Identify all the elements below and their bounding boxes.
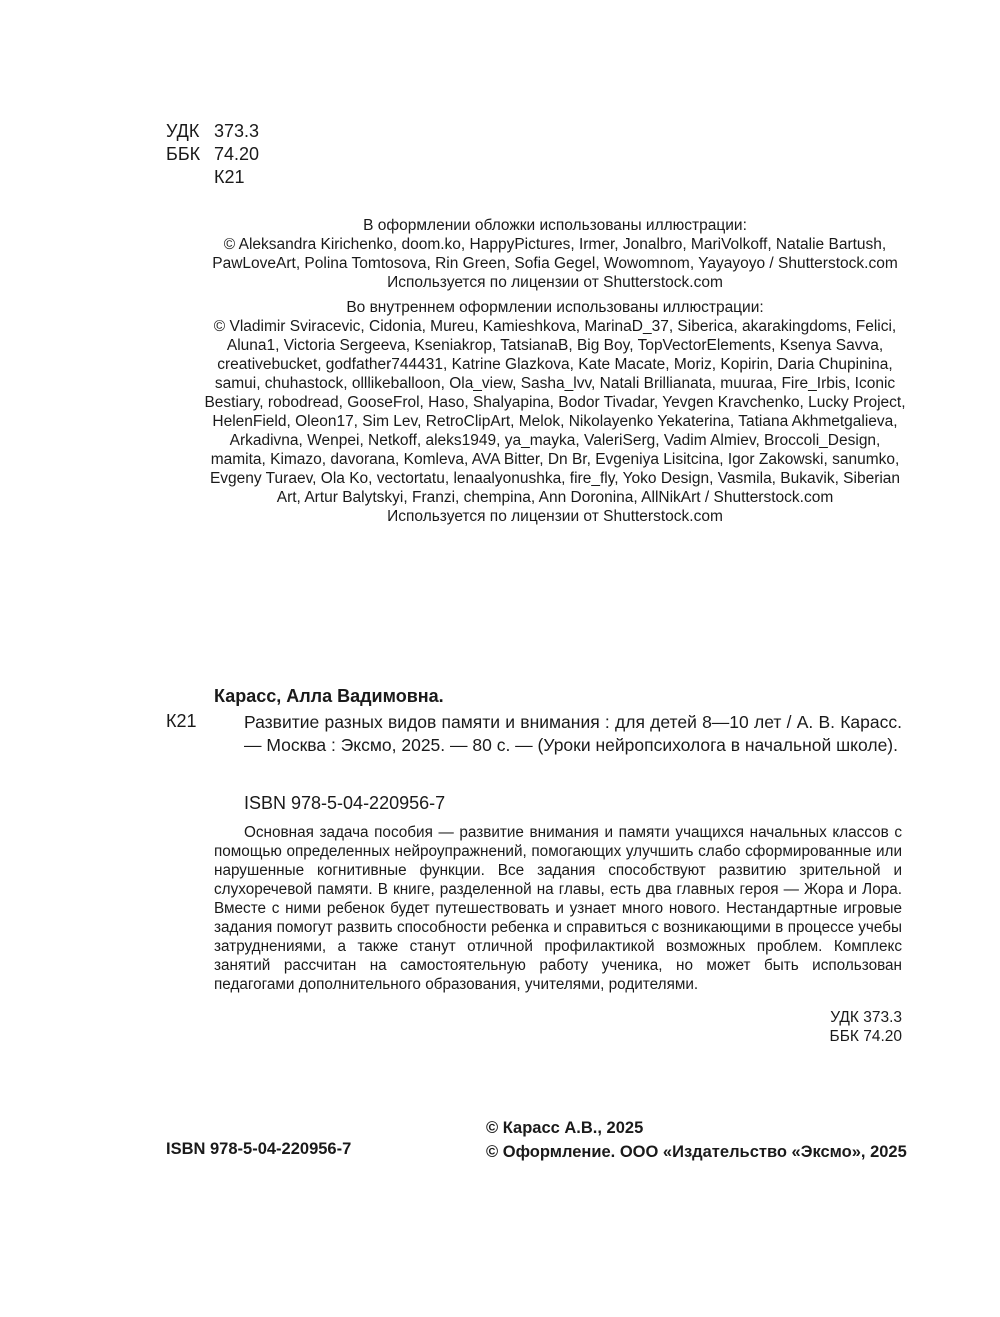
inner-credits-heading: Во внутреннем оформлении использованы иллюстрации: (346, 299, 764, 316)
bbk-bottom: ББК 74.20 (829, 1028, 902, 1045)
bib-author: Карасс, Алла Вадимовна. (214, 686, 444, 706)
cover-credits-line: PawLoveArt, Polina Tomtosova, Rin Green, Sofia Gegel, Wowomnom, Yayayoyo / Shutterstock.com (212, 255, 898, 272)
summary-text: Основная задача пособия — развитие внимания и памяти учащихся начальных классов с помощью определенных нейроупражнений, помогающих улучшить слабо сформированные или нарушенные когнитивные функции. Все задания способствуют развитию зрительной и слухоречевой памяти. В книге, разделенной на главы, есть два главных героя — Жора и Лора. Вместе с ними ребенок будет путешествовать и узнает много нового. Нестандартные игровые задания помогут развить способности ребенка и справиться с возникающими в процессе учебы затруднениями, а также станут отличной профилактикой возможных проблем. Комплекс занятий рассчитан на самостоятельную работу ученика, но может быть использован педагогами дополнительного образования, учителями, родителями. (214, 824, 902, 993)
cover-credits (120, 216, 990, 292)
inner-credits-line: mamita, Kimazo, davorana, Komleva, AVA Bitter, Dn Br, Evgeniya Lisitcina, Igor Zakowski, sanumko, (210, 451, 900, 468)
inner-credits-line: Aluna1, Victoria Sergeeva, Kseniakrop, TatsianaB, Big Boy, TopVectorElements, Ksenya Savva, (226, 337, 884, 354)
classification-bottom (760, 1008, 902, 1046)
udk-bottom: УДК 373.3 (830, 1009, 902, 1026)
inner-credits-line: HelenField, Oleon17, Sim Lev, RetroClipArt, Melok, Nikolayenko Yekaterina, Tatiana Akhmetgalieva, (212, 413, 898, 430)
author-mark-line (166, 166, 259, 189)
bbk-label: ББК (166, 144, 201, 164)
bib-author-mark: К21 (166, 711, 197, 731)
classification-block (166, 120, 259, 189)
inner-credits-line: © Vladimir Sviracevic, Cidonia, Mureu, Kamieshkova, MarinaD_37, Siberica, akarakingdoms, Felici, (213, 318, 897, 335)
copyright-author: © Карасс А.В., 2025 (486, 1119, 644, 1137)
bib-description: Развитие разных видов памяти и внимания : для детей 8—10 лет / А. В. Карасс. — Москва : Эксмо, 2025. — 80 с. — (Уроки нейропсихолога в начальной школе). (244, 712, 902, 755)
inner-credits-line: Art, Artur Balytskyi, Franzi, chempina, Ann Doronina, AllNikArt / Shutterstock.com (276, 489, 834, 506)
inner-credits-line: Arkadivna, Wenpei, Netkoff, aleks1949, ya_mayka, ValeriSerg, Vadim Almiev, Broccoli_Design, (229, 432, 881, 449)
inner-credits-line: Bestiary, robodread, GooseFrol, Haso, Shalyapina, Bodor Tivadar, Yevgen Kravchenko, Lucky Project, (204, 394, 906, 411)
cover-license-note: Используется по лицензии от Shutterstock.com (387, 274, 723, 291)
book-summary (214, 823, 902, 994)
footer-isbn: ISBN 978-5-04-220956-7 (166, 1140, 352, 1158)
copyright-design: © Оформление. ООО «Издательство «Эксмо», 2025 (486, 1143, 907, 1161)
bbk-value: 74.20 (214, 144, 260, 164)
cover-credits-line: © Aleksandra Kirichenko, doom.ko, HappyPictures, Irmer, Jonalbro, MariVolkoff, Natalie Bartush, (223, 236, 887, 253)
bib-isbn: ISBN 978-5-04-220956-7 (244, 793, 446, 813)
inner-credits-line: Evgeny Turaev, Ola Ko, vectortatu, lenaalyonushka, fire_fly, Yoko Design, Vasmila, Bukavik, Siberian (209, 470, 901, 487)
copyright-block (486, 1116, 907, 1164)
udk-label: УДК (166, 121, 200, 141)
inner-credits-line: samui, chuhastock, olllikeballoon, Ola_view, Sasha_lvv, Natali Brillianata, muuraa, Fire_Irbis, Iconic (214, 375, 896, 392)
inner-credits (120, 298, 990, 526)
inner-credits-line: creativebucket, godfather744431, Katrine Glazkova, Kate Macate, Moriz, Kopirin, Daria Chupinina, (217, 356, 893, 373)
bbk-line (166, 143, 259, 166)
inner-license-note: Используется по лицензии от Shutterstock.com (387, 508, 723, 525)
udk-line (166, 120, 259, 143)
udk-value: 373.3 (214, 121, 260, 141)
author-mark: К21 (214, 167, 245, 187)
cover-credits-heading: В оформлении обложки использованы иллюстрации: (363, 217, 747, 234)
